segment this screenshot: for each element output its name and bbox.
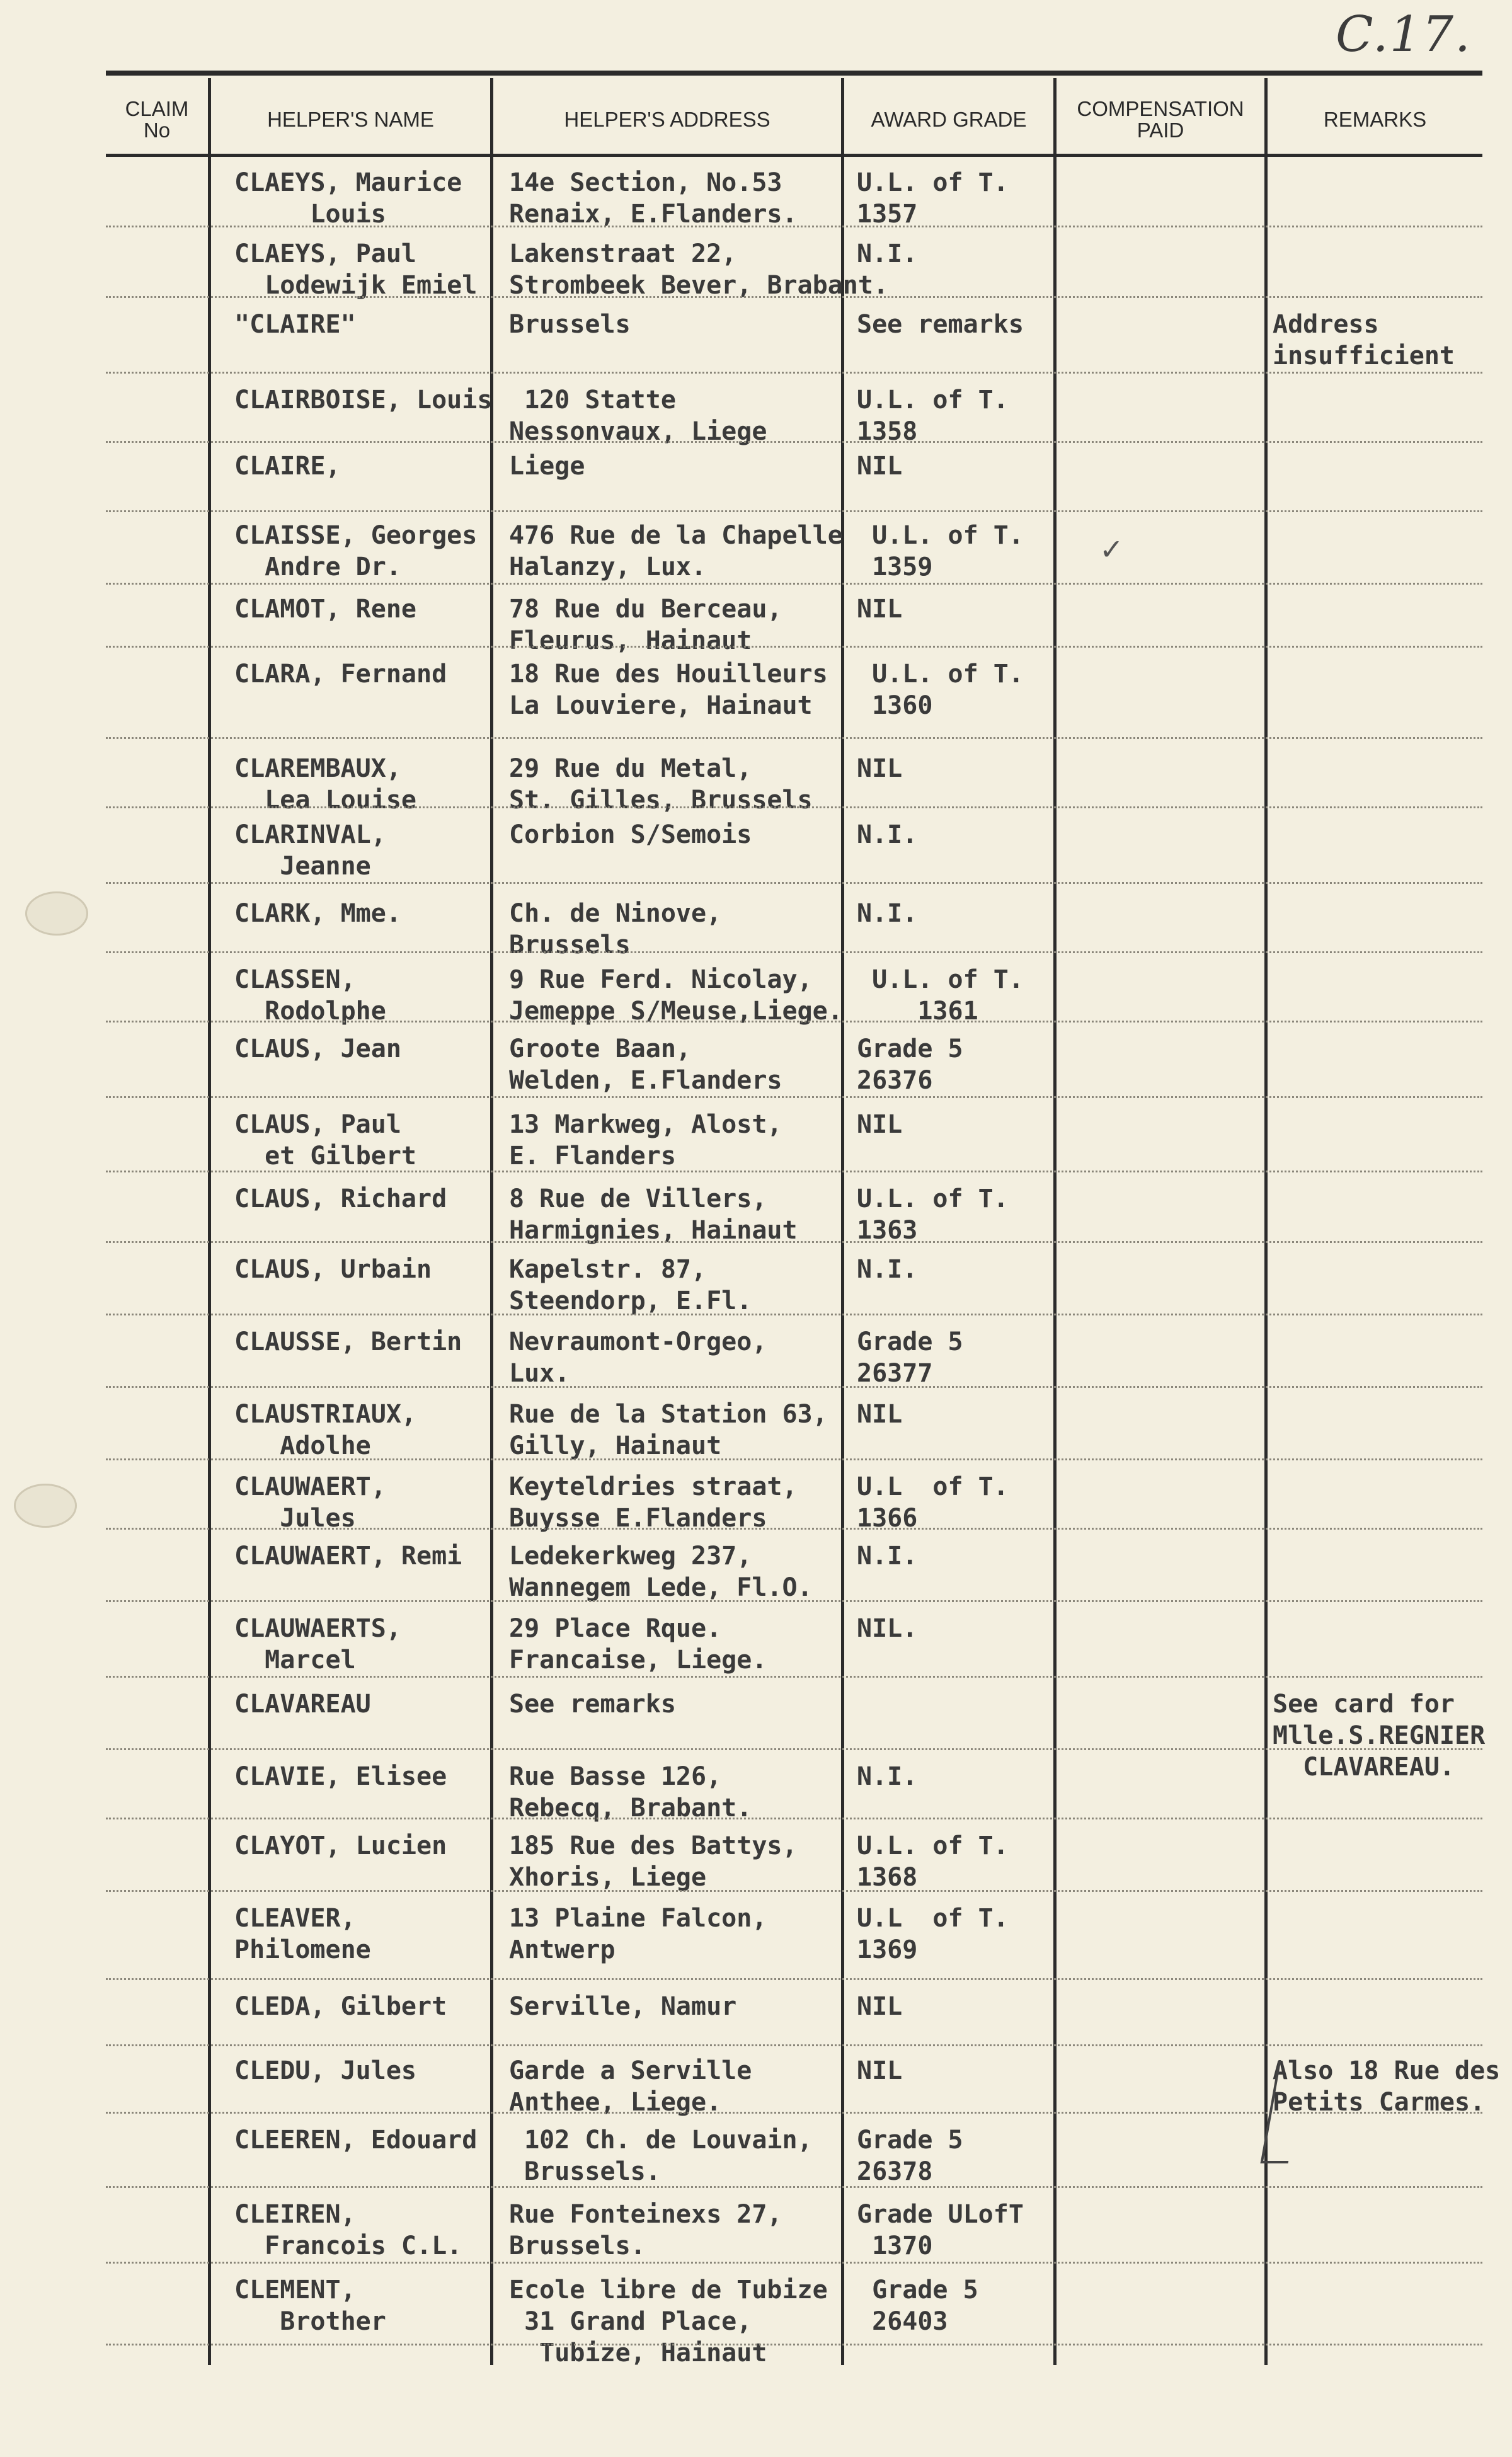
helper-address-cell: Keyteldries straat, Buysse E.Flanders	[509, 1472, 798, 1533]
table-row	[106, 819, 1482, 888]
table-row	[106, 1471, 1482, 1540]
helper-name-cell: CLAYOT, Lucien	[234, 1831, 447, 1860]
helper-name-cell: CLAUWAERT, Remi	[234, 1542, 462, 1571]
row-separator	[106, 1978, 1482, 1980]
helper-address-cell: Groote Baan, Welden, E.Flanders	[509, 1034, 782, 1095]
helper-address-cell: 14e Section, No.53 Renaix, E.Flanders.	[509, 168, 798, 229]
table-row	[106, 1254, 1482, 1323]
row-separator	[106, 806, 1482, 808]
row-separator	[106, 1241, 1482, 1243]
row-separator	[106, 1314, 1482, 1315]
helper-name-cell: CLAISSE, Georges Andre Dr.	[234, 521, 478, 581]
award-grade-cell: NIL	[857, 1400, 903, 1429]
table-row	[106, 1830, 1482, 1899]
helper-name-cell: "CLAIRE"	[234, 310, 356, 339]
table-row	[106, 1761, 1482, 1830]
table-top-rule	[106, 71, 1482, 76]
award-grade-cell: NIL	[857, 754, 903, 783]
row-separator	[106, 1458, 1482, 1460]
award-grade-cell: U.L. of T. 1360	[872, 660, 1024, 720]
header-claim-no: CLAIM No	[125, 97, 189, 142]
helper-name-cell: CLAUS, Urbain	[234, 1255, 432, 1284]
row-separator	[106, 1676, 1482, 1678]
award-grade-cell: U.L of T. 1366	[857, 1472, 1009, 1533]
row-separator	[106, 583, 1482, 585]
table-header-rule	[106, 154, 1482, 157]
helper-address-cell: Rue Basse 126, Rebecq, Brabant.	[509, 1762, 752, 1823]
header-helper-address: HELPER'S ADDRESS	[564, 108, 770, 131]
table-row	[106, 593, 1482, 663]
helper-address-cell: 29 Place Rque. Francaise, Liege.	[509, 1614, 767, 1675]
helper-name-cell: CLAUS, Paul et Gilbert	[234, 1110, 416, 1171]
helper-name-cell: CLAMOT, Rene	[234, 595, 416, 624]
award-grade-cell: See remarks	[857, 310, 1024, 339]
table-row	[106, 1613, 1482, 1682]
header-helper-name: HELPER'S NAME	[267, 108, 434, 131]
helper-address-cell: 18 Rue des Houilleurs La Louviere, Hainaut	[509, 660, 828, 720]
row-separator	[106, 1171, 1482, 1172]
helper-name-cell: CLAEYS, Maurice Louis	[234, 168, 462, 229]
helper-address-cell: See remarks	[509, 1690, 676, 1719]
helper-address-cell: 476 Rue de la Chapelle Halanzy, Lux.	[509, 521, 843, 581]
row-separator	[106, 510, 1482, 512]
row-separator	[106, 1096, 1482, 1098]
helper-address-cell: 78 Rue du Berceau, Fleurus, Hainaut	[509, 595, 782, 655]
award-grade-cell: NIL	[857, 452, 903, 481]
table-row	[106, 1991, 1482, 2060]
award-grade-cell: U.L of T. 1369	[857, 1904, 1009, 1964]
helper-address-cell: Liege	[509, 452, 585, 481]
table-row	[106, 520, 1482, 589]
row-separator	[106, 296, 1482, 298]
award-grade-cell: Grade ULofT 1370	[857, 2200, 1024, 2260]
helper-address-cell: Nevraumont-Orgeo, Lux.	[509, 1327, 767, 1388]
table-row	[106, 1903, 1482, 1972]
helper-name-cell: CLAIRE,	[234, 452, 341, 481]
helper-name-cell: CLARINVAL, Jeanne	[234, 820, 386, 881]
header-award-grade: AWARD GRADE	[871, 108, 1027, 131]
helper-address-cell: 9 Rue Ferd. Nicolay, Jemeppe S/Meuse,Liege.	[509, 965, 843, 1026]
table-row	[106, 309, 1482, 378]
helper-name-cell: CLAUSTRIAUX, Adolhe	[234, 1400, 416, 1460]
row-separator	[106, 1021, 1482, 1022]
table-row	[106, 1109, 1482, 1178]
helper-name-cell: CLARK, Mme.	[234, 899, 401, 928]
award-grade-cell: Grade 5 26377	[857, 1327, 963, 1388]
award-grade-cell: Grade 5 26378	[857, 2126, 963, 2186]
helper-address-cell: Garde a Serville Anthee, Liege.	[509, 2056, 752, 2117]
award-grade-cell: U.L. of T. 1368	[857, 1831, 1009, 1892]
helper-address-cell: Lakenstraat 22, Strombeek Bever, Brabant.	[509, 239, 889, 300]
row-separator	[106, 1818, 1482, 1819]
row-separator	[106, 882, 1482, 884]
header-remarks: REMARKS	[1323, 108, 1427, 131]
helper-address-cell: Brussels	[509, 310, 631, 339]
punch-hole	[14, 1484, 77, 1528]
award-grade-cell: Grade 5 26403	[872, 2276, 978, 2336]
helper-address-cell: 102 Ch. de Louvain, Brussels.	[524, 2126, 813, 2186]
helper-address-cell: Corbion S/Semois	[509, 820, 752, 849]
helper-name-cell: CLEIREN, Francois C.L.	[234, 2200, 462, 2260]
award-grade-cell: N.I.	[857, 1762, 918, 1791]
row-separator	[106, 1386, 1482, 1388]
helper-name-cell: CLAUS, Jean	[234, 1034, 401, 1063]
helper-address-cell: Rue Fonteinexs 27, Brussels.	[509, 2200, 782, 2260]
helper-name-cell: CLEAVER, Philomene	[234, 1904, 371, 1964]
helper-name-cell: CLEEREN, Edouard	[234, 2126, 478, 2155]
award-grade-cell: NIL	[857, 2056, 903, 2085]
table-row	[106, 898, 1482, 967]
award-grade-cell: U.L. of T. 1359	[872, 521, 1024, 581]
row-separator	[106, 737, 1482, 739]
table-row	[106, 1399, 1482, 1468]
helper-name-cell: CLAVIE, Elisee	[234, 1762, 447, 1791]
helper-address-cell: Ledekerkweg 237, Wannegem Lede, Fl.O.	[509, 1542, 813, 1602]
row-separator	[106, 1748, 1482, 1750]
row-separator	[106, 441, 1482, 443]
helper-name-cell: CLAUWAERTS, Marcel	[234, 1614, 401, 1675]
table-row	[106, 384, 1482, 454]
helper-name-cell: CLAEYS, Paul Lodewijk Emiel	[234, 239, 478, 300]
helper-name-cell: CLARA, Fernand	[234, 660, 447, 689]
remarks-cell: Address insufficient	[1273, 310, 1455, 370]
helper-address-cell: Ecole libre de Tubize 31 Grand Place, Tubize, Hainaut	[509, 2276, 828, 2368]
row-separator	[106, 951, 1482, 953]
award-grade-cell: NIL	[857, 1992, 903, 2021]
table-row	[106, 2199, 1482, 2268]
award-grade-cell: N.I.	[857, 820, 918, 849]
helper-address-cell: 120 Statte Nessonvaux, Liege	[509, 386, 767, 446]
helper-name-cell: CLEDU, Jules	[234, 2056, 416, 2085]
helper-name-cell: CLASSEN, Rodolphe	[234, 965, 386, 1026]
award-grade-cell: N.I.	[857, 239, 918, 268]
award-grade-cell: U.L. of T. 1357	[857, 168, 1009, 229]
helper-name-cell: CLAUWAERT, Jules	[234, 1472, 386, 1533]
row-separator	[106, 2186, 1482, 2188]
row-separator	[106, 2262, 1482, 2264]
row-separator	[106, 1600, 1482, 1602]
award-grade-cell: N.I.	[857, 899, 918, 928]
table-row	[106, 1033, 1482, 1102]
helper-address-cell: 8 Rue de Villers, Harmignies, Hainaut	[509, 1184, 798, 1245]
row-separator	[106, 2044, 1482, 2046]
helper-name-cell: CLAUSSE, Bertin	[234, 1327, 462, 1356]
table-row	[106, 1540, 1482, 1610]
helper-address-cell: 29 Rue du Metal, St. Gilles, Brussels	[509, 754, 813, 815]
row-separator	[106, 226, 1482, 227]
row-separator	[106, 372, 1482, 374]
helper-name-cell: CLAUS, Richard	[234, 1184, 447, 1213]
award-grade-cell: NIL	[857, 595, 903, 624]
check-mark: ✓	[1099, 532, 1124, 566]
award-grade-cell: N.I.	[857, 1542, 918, 1571]
remarks-cell: Also 18 Rue des Petits Carmes.	[1273, 2056, 1501, 2117]
award-grade-cell: Grade 5 26376	[857, 1034, 963, 1095]
award-grade-cell: U.L. of T. 1358	[857, 386, 1009, 446]
award-grade-cell: NIL	[857, 1110, 903, 1139]
helper-name-cell: CLEMENT, Brother	[234, 2276, 386, 2336]
award-grade-cell: NIL.	[857, 1614, 918, 1643]
table-row	[106, 753, 1482, 822]
table-row	[106, 1326, 1482, 1395]
table-row	[106, 450, 1482, 520]
table-row	[106, 2274, 1482, 2368]
header-compensation-paid: COMPENSATION PAID	[1077, 97, 1244, 142]
award-grade-cell: U.L. of T. 1363	[857, 1184, 1009, 1245]
helper-address-cell: Kapelstr. 87, Steendorp, E.Fl.	[509, 1255, 752, 1315]
row-separator	[106, 646, 1482, 648]
row-separator	[106, 2344, 1482, 2345]
table-row	[106, 964, 1482, 1033]
helper-name-cell: CLAIRBOISE, Louis	[234, 386, 493, 415]
corner-annotation: C.17.	[1336, 6, 1472, 63]
award-grade-cell: N.I.	[857, 1255, 918, 1284]
helper-address-cell: 13 Markweg, Alost, E. Flanders	[509, 1110, 782, 1171]
helper-address-cell: 13 Plaine Falcon, Antwerp	[509, 1904, 767, 1964]
helper-name-cell: CLAVAREAU	[234, 1690, 371, 1719]
punch-hole	[25, 891, 88, 936]
helper-name-cell: CLEDA, Gilbert	[234, 1992, 447, 2021]
row-separator	[106, 1528, 1482, 1530]
helper-address-cell: 185 Rue des Battys, Xhoris, Liege	[509, 1831, 798, 1892]
helper-address-cell: Serville, Namur	[509, 1992, 737, 2021]
helper-address-cell: Rue de la Station 63, Gilly, Hainaut	[509, 1400, 828, 1460]
award-grade-cell: U.L. of T. 1361	[872, 965, 1024, 1026]
helper-name-cell: CLAREMBAUX, Lea Louise	[234, 754, 416, 815]
helper-address-cell: Ch. de Ninove, Brussels	[509, 899, 722, 959]
row-separator	[106, 1890, 1482, 1892]
table-row	[106, 658, 1482, 728]
remarks-cell: See card for Mlle.S.REGNIER CLAVAREAU.	[1273, 1690, 1486, 1782]
